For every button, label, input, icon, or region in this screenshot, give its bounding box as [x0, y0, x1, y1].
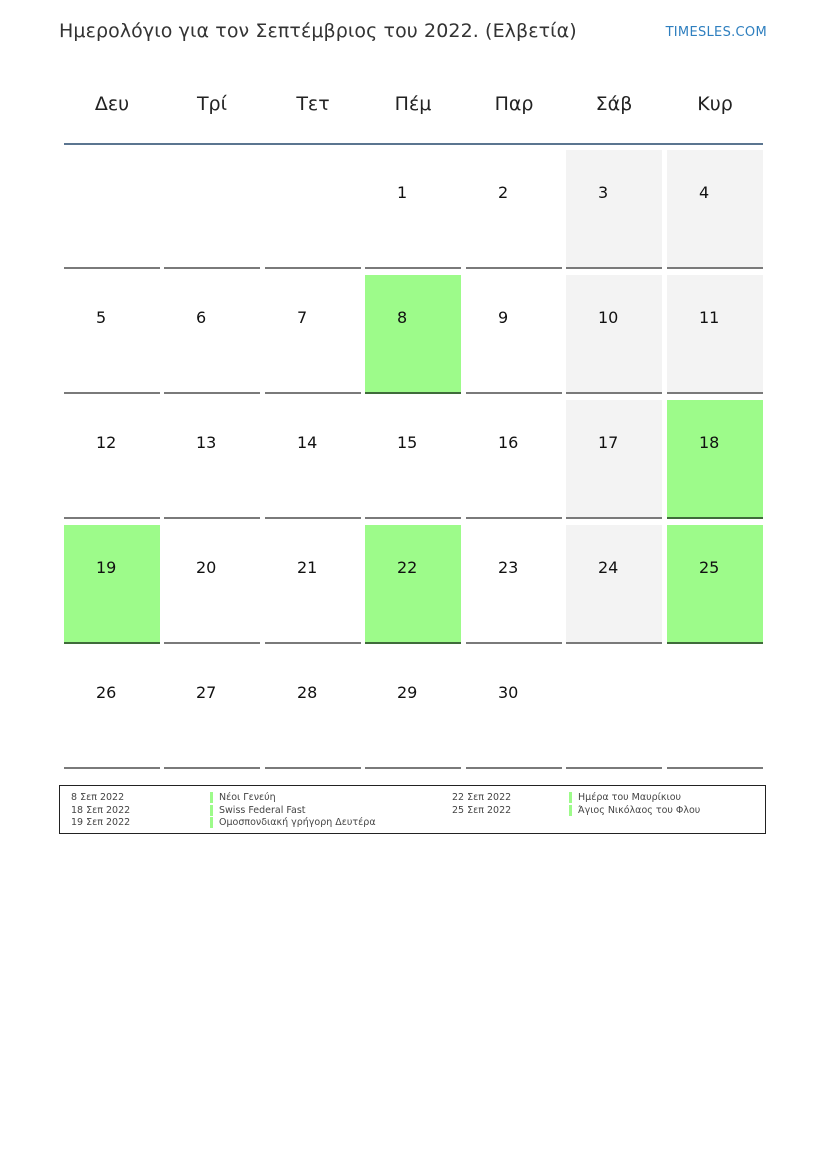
weekday-fri: Παρ [494, 93, 534, 115]
weekday-mon: Δευ [94, 93, 130, 115]
day-cell[interactable] [64, 275, 160, 394]
day-number: 1 [397, 183, 408, 202]
weekday-thu: Πέμ [394, 93, 432, 115]
day-number: 23 [498, 558, 519, 577]
day-cell-empty [265, 150, 361, 269]
day-number: 29 [397, 683, 418, 702]
day-number: 16 [498, 433, 519, 452]
day-cell[interactable] [164, 525, 260, 644]
day-number: 9 [498, 308, 509, 327]
legend-name: Swiss Federal Fast [210, 805, 306, 816]
day-cell-holiday[interactable] [365, 275, 461, 394]
day-cell-holiday[interactable] [365, 525, 461, 644]
day-cell-empty [164, 150, 260, 269]
day-number: 12 [96, 433, 117, 452]
legend-date: 19 Σεπ 2022 [71, 817, 131, 828]
day-cell-empty [667, 650, 763, 769]
day-number: 30 [498, 683, 519, 702]
day-number: 14 [297, 433, 318, 452]
day-number: 13 [196, 433, 217, 452]
day-number: 7 [297, 308, 308, 327]
day-cell[interactable] [365, 650, 461, 769]
day-cell-weekend[interactable] [566, 150, 662, 269]
day-cell[interactable] [466, 400, 562, 519]
day-number: 8 [397, 308, 408, 327]
calendar-title: Ημερολόγιο για τον Σεπτέμβριος του 2022. (Ελβετία) [59, 20, 577, 42]
site-link[interactable]: TIMESLES.COM [665, 25, 767, 40]
weekday-tue: Τρί [196, 93, 228, 115]
weekday-header [64, 75, 763, 145]
day-number: 27 [196, 683, 217, 702]
day-cell[interactable] [466, 525, 562, 644]
day-number: 10 [598, 308, 619, 327]
legend-date: 8 Σεπ 2022 [71, 792, 125, 803]
day-cell[interactable] [466, 650, 562, 769]
day-number: 20 [196, 558, 217, 577]
day-number: 28 [297, 683, 318, 702]
day-cell[interactable] [466, 275, 562, 394]
day-number: 4 [699, 183, 710, 202]
day-number: 17 [598, 433, 619, 452]
day-number: 24 [598, 558, 619, 577]
day-cell-empty [566, 650, 662, 769]
day-number: 21 [297, 558, 318, 577]
day-cell[interactable] [265, 275, 361, 394]
day-cell-holiday[interactable] [64, 525, 160, 644]
day-number: 22 [397, 558, 418, 577]
day-cell-weekend[interactable] [667, 275, 763, 394]
day-cell-weekend[interactable] [667, 150, 763, 269]
legend-date: 22 Σεπ 2022 [452, 792, 512, 803]
day-cell[interactable] [164, 650, 260, 769]
day-cell[interactable] [64, 400, 160, 519]
day-cell[interactable] [365, 400, 461, 519]
legend-name: Ημέρα του Μαυρίκιου [569, 792, 681, 803]
day-cell[interactable] [265, 525, 361, 644]
day-cell-weekend[interactable] [566, 525, 662, 644]
legend-date: 18 Σεπ 2022 [71, 805, 131, 816]
weekday-sun: Κυρ [697, 93, 733, 115]
day-number: 25 [699, 558, 720, 577]
day-cell[interactable] [466, 150, 562, 269]
weekday-wed: Τετ [296, 93, 330, 115]
day-number: 2 [498, 183, 509, 202]
weekday-sat: Σάβ [595, 93, 633, 115]
day-number: 19 [96, 558, 117, 577]
legend-name: Νέοι Γενεύη [210, 792, 276, 803]
day-cell-holiday[interactable] [667, 400, 763, 519]
day-cell-holiday[interactable] [667, 525, 763, 644]
day-cell[interactable] [164, 400, 260, 519]
day-cell-weekend[interactable] [566, 275, 662, 394]
day-cell-weekend[interactable] [566, 400, 662, 519]
day-cell[interactable] [265, 650, 361, 769]
legend-name: Ομοσπονδιακή γρήγορη Δευτέρα [210, 817, 376, 828]
day-number: 5 [96, 308, 107, 327]
day-cell[interactable] [365, 150, 461, 269]
day-number: 11 [699, 308, 720, 327]
day-number: 26 [96, 683, 117, 702]
day-cell[interactable] [64, 650, 160, 769]
day-number: 15 [397, 433, 418, 452]
holiday-legend [59, 785, 766, 834]
day-cell-empty [64, 150, 160, 269]
legend-date: 25 Σεπ 2022 [452, 805, 512, 816]
day-number: 6 [196, 308, 207, 327]
day-cell[interactable] [265, 400, 361, 519]
day-cell[interactable] [164, 275, 260, 394]
legend-name: Άγιος Νικόλαος του Φλου [569, 805, 700, 816]
day-number: 3 [598, 183, 609, 202]
day-number: 18 [699, 433, 720, 452]
